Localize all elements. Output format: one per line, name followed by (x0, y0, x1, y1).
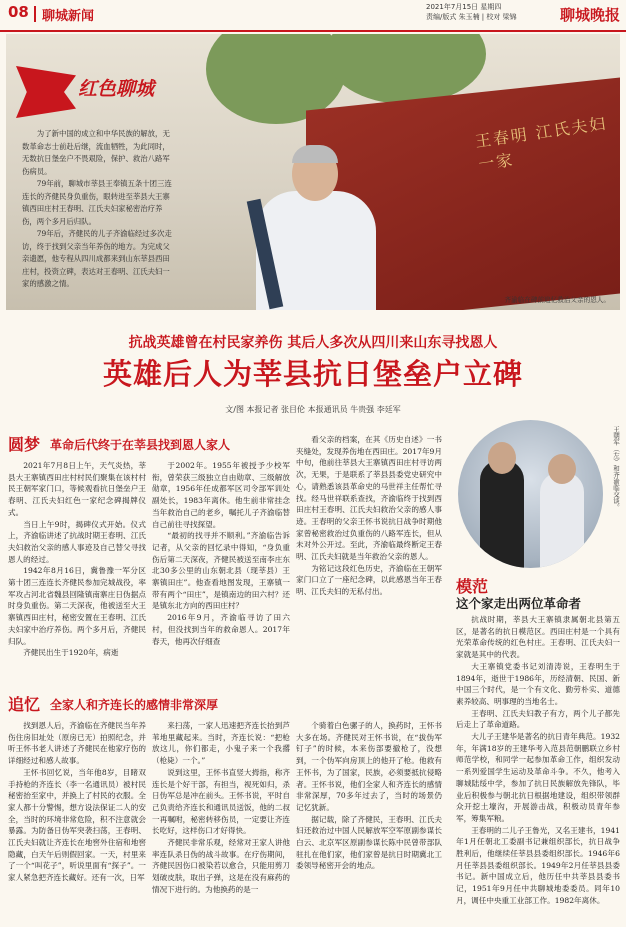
section-tag: 追忆 (8, 695, 41, 714)
paragraph: 为铭记这段红色历史，齐渝临在王朝军家门口立了一座纪念碑，以此感恩当年王春明、江氏夫妇的无私付出。 (296, 563, 442, 597)
paragraph: 王怀书回忆说，当年他8岁，目睹双手持枪的齐连长（李一名通讯员）被村民秘密抬至家中，并换上了村民的衣服。全家人都十分警惕，想方设法保证二人的安全，当时的环境非常危险，积不注意就会暴露。为防备日伪军突袭扫荡，王春明、江氏夫妇就让齐连长在地窖外住宿和地窖隐藏，白天午后则假回家。一天，村里来了一个“叫花子”，听说里面有“探子”。一家人紧急把齐连长藏好。还有一次，日军 (8, 767, 146, 883)
section-heading-text: 这个家走出两位革命者 (456, 596, 582, 611)
article-column (456, 614, 620, 925)
paragraph: 据记载，除了齐健民，王春明、江氏夫妇还救治过中国人民解放军空军原副参谋长白云、北京军区原副参谋长陈中民曾带部队驻扎在他们家，他们家曾是抗日时期冀北工委领导秘密开会的地点。 (296, 814, 442, 871)
article-column (296, 720, 442, 925)
page-header (0, 0, 626, 32)
paper-logo: 聊城晚报 (560, 6, 621, 24)
conversation-photo (458, 420, 603, 568)
person-left-head (488, 442, 516, 474)
section-heading (8, 694, 448, 714)
photo-caption: 齐渝临在碑前追忆救治父亲的恩人。 (504, 296, 610, 304)
paragraph: 2021年7月8日上午，天气炎热，莘县大王寨镇西田庄村村民们聚集在该村村民王朝军家门口，等候观看抗日堡垒户王春明、江氏夫妇红色一家纪念碑揭牌仪式。 (8, 461, 146, 517)
section-tag: 圆梦 (8, 435, 41, 454)
article-column (296, 434, 442, 686)
paragraph: 个骑着白色骡子的人，换药时，王怀书大多在场。齐健民对王怀书说，在“拔伪军钉子”的时候，本来伤部要撤枪了，没想到，一个伪军向房顶上的他开了枪。他救有王怀书，为了国家，民族，必须要抵抗侵略者。王怀书说，他们全家人和齐连长的感情非常深厚，70多年过去了，当时的场景仍记忆犹新。 (296, 721, 442, 812)
intro-text (22, 128, 174, 291)
paragraph: 看父亲的档案，在其《历史自述》一书夹缝处，发现养伤地在西田庄。2017年9月中旬，他前往莘县大王寨镇西田庄村寻访两次，无果，于是联系了莘县县委党史研究中心，请熟悉该县革命史的马世祥主任帮忙寻找。经马世祥联系查找，齐渝临终于找到西田庄村王春明、江氏夫妇救治父亲的感人事迹。王春明的父亲王怀书说抗日战争时期他家曾秘密救治过负重伤的八路军连长，但从未对外公开过。至此，齐渝临最终断定王春明、江氏夫妇就是当年救治父亲的恩人。 (296, 435, 442, 562)
paragraph: 大王寨镇党委书记刘清涛说，王春明生于1894年，逝世于1986年，历经清朝、民国、新中国三个时代，是一个有文化、勤劳朴实、道德素养较高、明事理的当地名士。 (456, 661, 620, 706)
paragraph: 说到这里，王怀书直竖大拇指，称齐连长是个好干部，有担当，视死如归，杀日伪军总是冲在前头。王怀书说，平时自己负责给齐连长和通讯员送饭，他的二叔一再嘱咐，秘密转移伤员，一定要让齐连长吃好，这样伤口才好得快。 (152, 767, 290, 836)
paragraph: 于2002年。1955年被授予少校军衔，曾荣获三级独立自由勋章、三级解放勋章，1956年任成都军区司令部军训处副处长，1983年离休。他生前非常挂念当年救治自己的老乡，嘱托儿子齐渝临替自己前往寻找探望。 (152, 461, 290, 529)
paragraph: “最初的找寻并不顺利。”齐渝临告诉记者，从父亲的回忆录中得知，“身负重伤后第二天深夜，齐健民被送至南李庄东北30多公里的山东朝北县（现莘县）王寨镇田庄”。他查看地图发现，王寨镇一带有两个“田庄”，是镇南边的田六村？还是镇东北方向的西田庄村？ (152, 531, 290, 611)
paragraph: 齐健民出生于1920年，病逝 (23, 648, 119, 658)
visitor-figure (246, 139, 406, 310)
paragraph: 齐健民非常乐观，经常对王家人讲他率连队杀日伪的战斗故事。在疗伤期间，齐健民因伤口被染若以愈合，只能用剪刀划破皮肤，取出子弹，这是在没有麻药的情况下进行的。为他换药的是一 (152, 838, 290, 894)
article-column (8, 720, 146, 925)
photo-caption: 王朝军（左）和齐渝临交谈。 (612, 426, 620, 511)
intro-paragraph: 79年后，齐健民的儿子齐渝临经过多次走访，终于找到父亲当年养伤的地方。为完成父亲遗愿，他专程从四川成都来到山东莘县西田庄村，投资立碑，表达对王春明、江氏夫妇一家的感激之情。 (22, 229, 172, 288)
paragraph: 来扫荡，一家人迅速把齐连长抬到芦苇地里藏起来。当时，齐连长说：“把枪放这儿，你们都走，小鬼子来一个我撂（枪毙）一个。” (152, 721, 290, 766)
intro-paragraph: 79年前，聊城市莘县王奉镇五条十团三连连长的齐健民身负重伤，眼转进至莘县大王寨镇西田庄村王春明、江氏夫妇家秘密治疗养伤，两个多月后归队。 (22, 179, 172, 226)
byline: 文/图 本报记者 张目伦 本报通讯员 牛贵强 李廷军 (225, 405, 401, 414)
memorial-inscription: 王春明 江氏夫妇一家 (473, 113, 609, 174)
article-title: 英雄后人为莘县抗日堡垒户立碑 (102, 357, 523, 391)
intro-paragraph: 为了新中国的成立和中华民族的解放，无数革命志士前赴后继，流血牺牲，为此同时，无数抗日堡垒户不畏艰险，保护、救治八路军伤病员。 (22, 129, 170, 176)
paragraph: 当日上午9时，揭碑仪式开始。仪式上，齐渝临讲述了抗战时期王春明、江氏夫妇救治父亲的感人事迹及自己替父寻找恩人的经过。 (8, 519, 146, 564)
hair (292, 145, 338, 163)
paragraph: 2016年9月，齐渝临寻访了田六村，但没找到当年的救命恩人。2017年春天，他再次仔细查 (152, 613, 290, 646)
section-tag: 模范 (456, 577, 489, 596)
date-line: 2021年7月15日 星期四 (426, 3, 502, 11)
paragraph: 大儿子王建华是著名的抗日青年典范。1932年，年满18岁的王建华考入范县范朝鹏联立乡村师范学校，和同学一起参加革命工作，组织发动一系列爱国学生运动及革命斗争。不久，他考入聊城陆绥中学，参加了抗日民族解放先锋队，毕业后积极参与朝北抗日根据地建设，组织带领群众开挖土壕沟，开展游击战，积极动员青年参军，筹集军粮。 (456, 732, 620, 823)
editor-line: 责编/版式 朱玉楠 | 校对 梁锦 (426, 13, 517, 21)
person-right (540, 472, 584, 568)
column-logo-text: 红色聊城 (78, 78, 155, 100)
header-divider (34, 6, 36, 22)
page-number: 08 (8, 3, 29, 21)
paragraph: 抗战时期，莘县大王寨镇隶属朝北县第五区，是著名的抗日模范区。西田庄村是一个具有光荣革命传统的红色村庄。王春明、江氏夫妇一家就是其中的代表。 (456, 615, 620, 660)
article-column (152, 720, 290, 925)
paragraph: 王春明的二儿子王鲁光，又名王建书，1941年1月任朝北工委副书记兼组织部长，抗日战争胜利后，他继续任莘县县委组织部长。1946年6月任莘县县委组织部长。1949年2月任莘县县委书记。新中国成立后，他历任中共莘县县委书记，1951年9月任中共聊城地委委员。同年10月，调任中央重工业部工作。1982年离休。 (456, 825, 620, 905)
article-column (8, 460, 146, 686)
article-column (152, 460, 290, 686)
paragraph: 王春明、江氏夫妇教子有方，两个儿子都先后走上了革命道路。 (456, 708, 620, 730)
section-name: 聊城新闻 (42, 9, 95, 24)
date-editor-info (426, 2, 561, 22)
section-heading-text: 革命后代终于在莘县找到恩人家人 (50, 438, 231, 452)
paragraph: 找到恩人后，齐渝临在齐健民当年养伤住房旧址处（原房已无）拍照纪念，并听王怀书老人讲述了齐健民在他家疗伤的详细经过和感人故事。 (8, 721, 146, 766)
section-heading (456, 574, 582, 611)
column-logo (16, 60, 166, 122)
paragraph: 1942年8月16日，冀鲁豫一军分区第十团三连连长齐健民参加完城战役，率军攻占河北省魏县回隆镇南寨庄日伪据点时身负重伤。第二天深夜，他被送至大王寨镇西田庄村，秘密安置在王春明、江氏夫妇家中治疗养伤。两个多月后，齐健民归队。 (8, 566, 146, 646)
person-left (480, 460, 524, 568)
section-heading-text: 全家人和齐连长的感情非常深厚 (50, 698, 219, 712)
article-subtitle: 抗战英雄曾在村民家养伤 其后人多次从四川来山东寻找恩人 (128, 335, 498, 351)
person-right-head (548, 454, 576, 484)
red-flag-icon (16, 66, 76, 118)
